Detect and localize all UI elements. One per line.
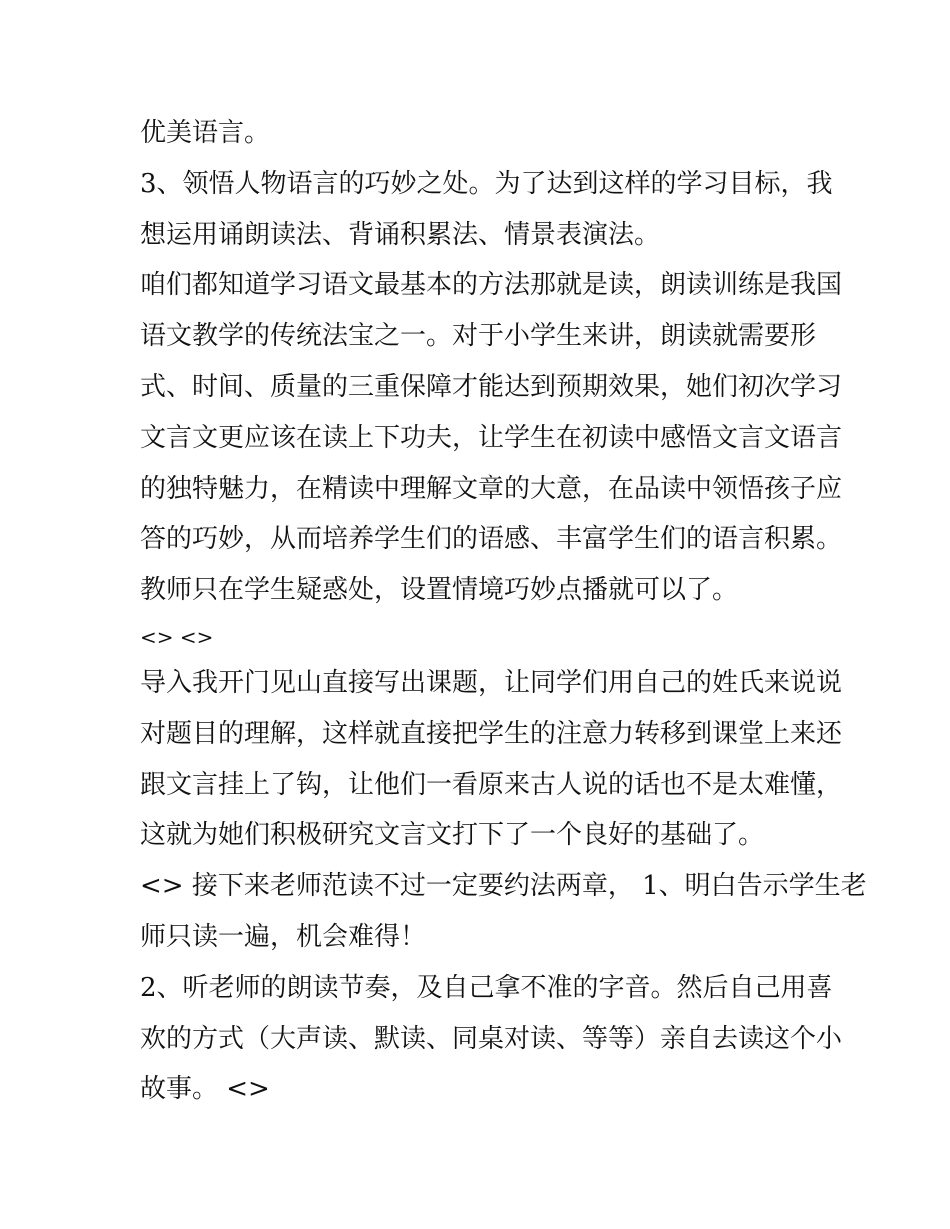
text-line: 文言文更应该在读上下功夫，让学生在初读中感悟文言文语言 [140,422,843,453]
text-line: 优美语言。 [140,118,271,148]
text-line: <> <> [140,624,214,649]
text-line: 语文教学的传统法宝之一。对于小学生来讲，朗读就需要形 [140,321,817,352]
text-line: 教师只在学生疑惑处，设置情境巧妙点播就可以了。 [140,575,739,606]
document-body [140,108,867,1115]
text-line: 这就为她们积极研究文言文打下了一个良好的基础了。 [140,820,765,851]
text-line: 欢的方式（大声读、默读、同桌对读、等等）亲自去读这个小 [140,1023,843,1054]
text-line: 跟文言挂上了钩，让他们一看原来古人说的话也不是太难懂， [140,769,843,800]
text-line: 想运用诵朗读法、背诵积累法、情景表演法。 [140,219,661,250]
text-line: 故事。 <> [140,1074,270,1105]
text-line: 答的巧妙，从而培养学生们的语感、丰富学生们的语言积累。 [140,524,843,555]
text-line: 师只读一遍，机会难得！ [140,921,427,952]
text-line: <> 接下来老师范读不过一定要约法两章， 1、明白告示学生老 [140,871,867,902]
text-line: 2、听老师的朗读节奏，及自己拿不准的字音。然后自己用喜 [140,972,833,1003]
text-line: 式、时间、质量的三重保障才能达到预期效果，她们初次学习 [140,371,843,402]
text-line: 3、领悟人物语言的巧妙之处。为了达到这样的学习目标，我 [140,168,833,199]
text-line: 咱们都知道学习语文最基本的方法那就是读，朗读训练是我国 [140,270,843,301]
text-line: 导入我开门见山直接写出课题，让同学们用自己的姓氏来说说 [140,667,843,698]
text-line: 的独特魅力，在精读中理解文章的大意，在品读中领悟孩子应 [140,473,843,504]
text-line: 对题目的理解，这样就直接把学生的注意力转移到课堂上来还 [140,718,843,749]
